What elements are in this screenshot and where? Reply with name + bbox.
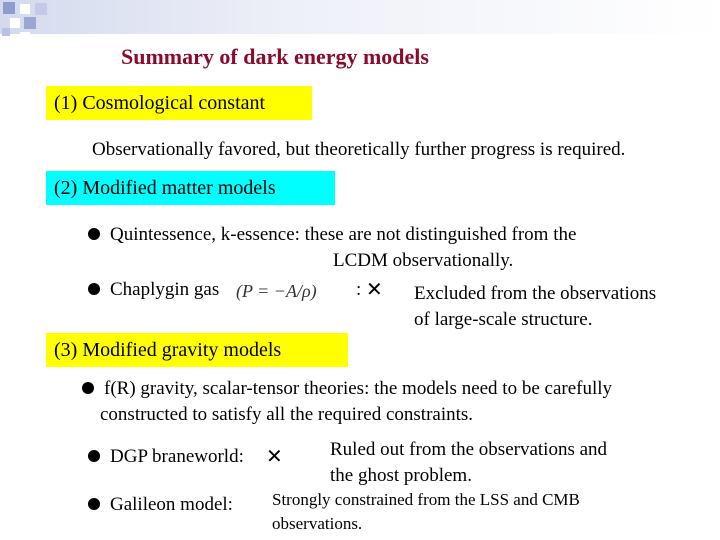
section-label: (2) Modified matter models bbox=[54, 177, 276, 199]
section-modified-matter bbox=[46, 171, 335, 205]
dgp-note1: Ruled out from the observations and bbox=[330, 439, 608, 460]
chaplygin-colon: : bbox=[356, 279, 362, 300]
corner-square bbox=[24, 17, 36, 29]
bullet-chaplygin bbox=[88, 279, 219, 301]
corner-square bbox=[0, 0, 720, 34]
bullet-icon bbox=[88, 228, 100, 240]
bullet-icon bbox=[88, 283, 100, 295]
section-cosmological-constant bbox=[46, 86, 312, 120]
corner-square bbox=[3, 2, 15, 14]
bullet-fR bbox=[82, 378, 612, 400]
bullet-dgp bbox=[88, 446, 244, 468]
bullet-quintessence bbox=[88, 224, 576, 246]
dgp-note2: the ghost problem. bbox=[330, 465, 472, 486]
corner-square bbox=[10, 18, 20, 28]
galileon-note1: Strongly constrained from the LSS and CMB bbox=[272, 490, 580, 509]
cross-icon: ✕ bbox=[266, 444, 283, 468]
corner-square bbox=[35, 3, 47, 15]
corner-decoration bbox=[0, 0, 720, 44]
cosmo-note: Observationally favored, but theoretically further progress is required. bbox=[92, 139, 626, 160]
bullet-icon bbox=[88, 498, 100, 510]
bullet-galileon bbox=[88, 494, 233, 516]
bullet-icon bbox=[88, 450, 100, 462]
page-title: Summary of dark energy models bbox=[121, 44, 429, 69]
dgp-label: DGP braneworld: bbox=[110, 446, 244, 467]
fR-line2: constructed to satisfy all the required constraints. bbox=[100, 404, 474, 425]
quintessence-line2: LCDM observationally. bbox=[333, 250, 514, 271]
section-label: (3) Modified gravity models bbox=[54, 339, 282, 361]
chaplygin-formula: (P = −A/ρ) bbox=[236, 281, 317, 301]
corner-square bbox=[20, 32, 30, 42]
chaplygin-note1: Excluded from the observations bbox=[414, 283, 657, 304]
corner-square bbox=[20, 4, 30, 14]
galileon-label: Galileon model: bbox=[110, 494, 233, 515]
chaplygin-label: Chaplygin gas bbox=[110, 279, 220, 300]
section-modified-gravity bbox=[46, 333, 348, 367]
section-label: (1) Cosmological constant bbox=[54, 92, 266, 114]
chaplygin-note2: of large-scale structure. bbox=[414, 309, 593, 330]
corner-square bbox=[2, 28, 10, 36]
cross-icon: ✕ bbox=[366, 277, 383, 301]
quintessence-line1: Quintessence, k-essence: these are not distinguished from the bbox=[110, 224, 577, 245]
galileon-note2: observations. bbox=[272, 514, 363, 533]
fR-line1: f(R) gravity, scalar-tensor theories: the models need to be carefully bbox=[104, 378, 613, 399]
bullet-icon bbox=[82, 382, 94, 394]
